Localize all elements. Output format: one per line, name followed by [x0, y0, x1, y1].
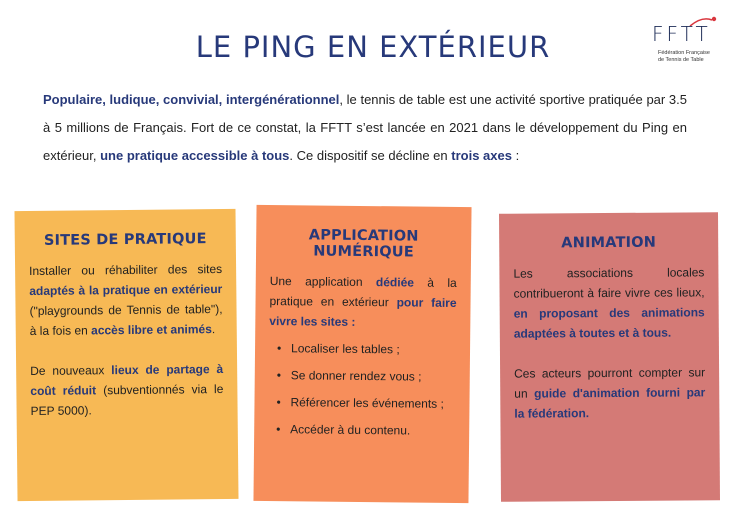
feature-list: [268, 335, 456, 445]
card-body: Une application dédiée à la pratique en extérieur pour faire vivre les sites : • Localiser les tables ; • Se donner rendez vous ; • Référencer les événements ; • Accéder à du contenu.: [268, 271, 457, 445]
card-title: SITES DE PRATIQUE: [43, 231, 207, 249]
list-item: • Se donner rendez vous ;: [277, 362, 456, 391]
list-item: • Accéder à du contenu.: [276, 416, 455, 445]
intro-paragraph: Populaire, ludique, convivial, intergénérationnel, le tennis de table est une activité sportive pratiquée par 3.5 à 5 millions de Français. Fort de ce constat, la FFTT s’est lancée en 2021 dans le développement du Ping en extérieur, une pratique accessible à tous. Ce dispositif se décline en trois axes :: [43, 92, 687, 163]
list-item: • Localiser les tables ;: [277, 335, 456, 364]
page-title: LE PING EN EXTÉRIEUR: [195, 30, 551, 64]
card-title: APPLICATION NUMÉRIQUE: [308, 227, 419, 261]
fftt-logo: [646, 14, 730, 70]
list-item: • Référencer les événements ;: [276, 389, 455, 418]
card-title: ANIMATION: [561, 234, 657, 252]
logo-subtitle: Fédération Française de Tennis de Table: [658, 50, 710, 63]
card-body: Les associations locales contribueront à faire vivre ces lieux, en proposant des animations adaptées à toutes et à tous. Ces acteurs pourront compter sur un guide d'animation fourni par la fédération.: [513, 265, 706, 421]
card-animation: [499, 212, 720, 502]
intro-highlight: une pratique accessible à tous: [100, 148, 290, 163]
card-body: Installer ou réhabiliter des sites adaptés à la pratique en extérieur ("playgrounds de Tennis de table"), à la fois en accès libre et animés. De nouveaux lieux de partage à coût réduit (subventionnés via le PEP 5000).: [29, 261, 224, 419]
intro-highlight: trois axes: [451, 148, 512, 163]
intro-highlight: Populaire, ludique, convivial, intergénérationnel: [43, 92, 340, 107]
card-application-numerique: [253, 205, 471, 503]
card-sites-de-pratique: [14, 209, 238, 501]
logo-text: FFTT: [652, 22, 711, 46]
